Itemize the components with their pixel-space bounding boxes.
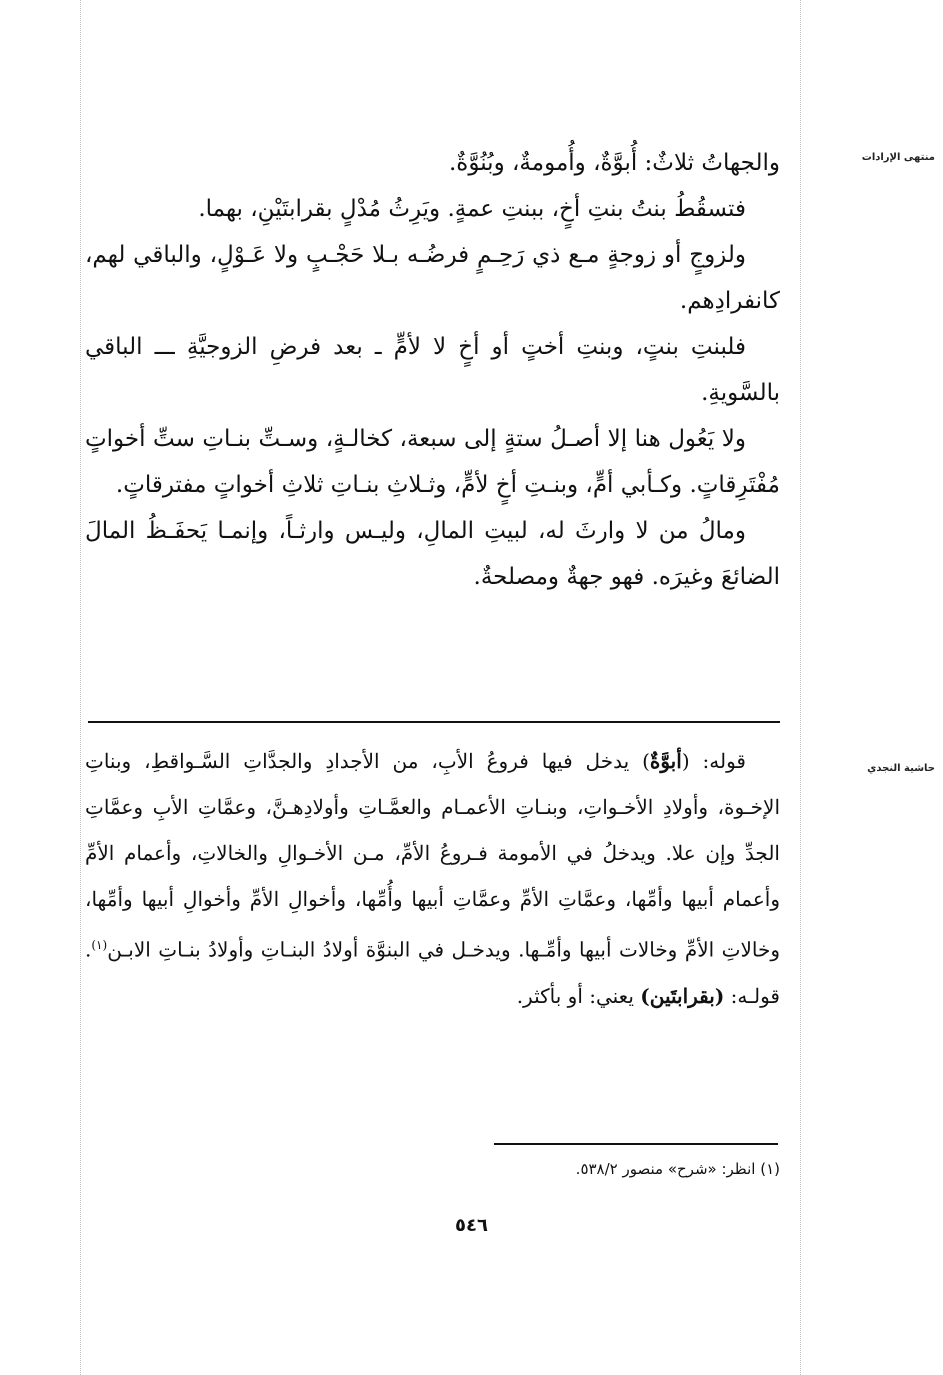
footnote: (١) انظر: «شرح» منصور ٥٣٨/٢.: [575, 1160, 780, 1178]
main-text: [85, 140, 780, 600]
commentary-continuation: . قولـه:: [85, 937, 780, 1008]
footnote-reference: (١): [91, 938, 108, 952]
page-number: ٥٤٦: [455, 1215, 488, 1236]
margin-guide-right: [800, 0, 801, 1375]
note-side-label: حاشية النجدي: [867, 763, 935, 774]
main-paragraph-4: فلبنتِ بنتٍ، وبنتِ أختٍ أو أخٍ لا لأمٍّ ـ بعد فرضِ الزوجيَّةِ ـــ الباقي بالسَّويةِ.: [85, 334, 780, 406]
main-paragraph-1: والجهاتُ ثلاثٌ: أُبوَّةٌ، وأُمومةٌ، وبُنُوَّةٌ.: [449, 150, 780, 176]
main-paragraph-3: ولزوجٍ أو زوجةٍ مـع ذي رَحِـمٍ فرضُـه بـلا حَجْـبٍ ولا عَـوْلٍ، والباقي لهم، كانفرادِهم.: [85, 242, 780, 314]
commentary-lead: قوله: (: [681, 749, 746, 773]
margin-guide-left: [80, 0, 81, 1375]
main-paragraph-5: ولا يَعُول هنا إلا أصـلُ ستةٍ إلى سبعة، كخالـةٍ، وسـتِّ بنـاتِ ستِّ أخواتٍ مُفْتَرِقاتٍ. وكـأبي أمٍّ، وبنـتِ أخٍ لأمٍّ، وثـلاثِ بنـاتِ ثلاثِ أخواتٍ مفترقاتٍ.: [85, 426, 780, 498]
main-paragraph-2: فتسقُطُ بنتُ بنتِ أخٍ، ببنتِ عمةٍ. ويَرِثُ مُدْلٍ بقرابتَيْنِ، بهما.: [198, 196, 746, 222]
commentary-term-qarabatayn: (بقرابتَين): [640, 983, 725, 1008]
main-text-side-label: منتهى الإرادات: [861, 152, 935, 163]
footnote-separator-rule: [494, 1143, 778, 1145]
commentary-term-abuwwa: أبوَّةٌ: [649, 749, 682, 773]
commentary-body: ) يدخل فيها فروعُ الأبِ، من الأجدادِ والجدَّاتِ السَّـواقطِ، وبناتِ الإخـوة، وأولادِ الأخـواتِ، وبنـاتِ الأعمـام والعمَّـاتِ وأولادِهـنَّ، وعمَّاتِ الأبِ وعمَّاتِ الجدِّ وإن علا. ويدخلُ في الأمومة فـروعُ الأمِّ، مـن الأخـوالِ والخالاتِ، وأعمام الأمِّ وأعمام أبيها وأمِّها، وعمَّاتِ الأمِّ وعمَّاتِ أبيها وأُمِّها، وأخوالِ الأمِّ وأخوالِ أبيها وأمِّها، وخالاتِ الأمِّ وخالات أبيها وأمِّـها. ويدخـل في البنوَّة أولادُ البنـاتِ وأولادُ بنـاتِ الابـن: [85, 749, 781, 962]
commentary-ending: يعني: أو بأكثر.: [516, 983, 641, 1008]
commentary-text: [85, 738, 780, 1019]
commentary-paragraph: [85, 738, 780, 1019]
text-separator-rule: [88, 721, 780, 723]
main-paragraph-6: ومالُ من لا وارثَ له، لبيتِ المالِ، وليـس وارثـاً، وإنمـا يَحفَـظُ المالَ الضائعَ وغيرَه. فهو جهةٌ ومصلحةٌ.: [85, 518, 780, 590]
